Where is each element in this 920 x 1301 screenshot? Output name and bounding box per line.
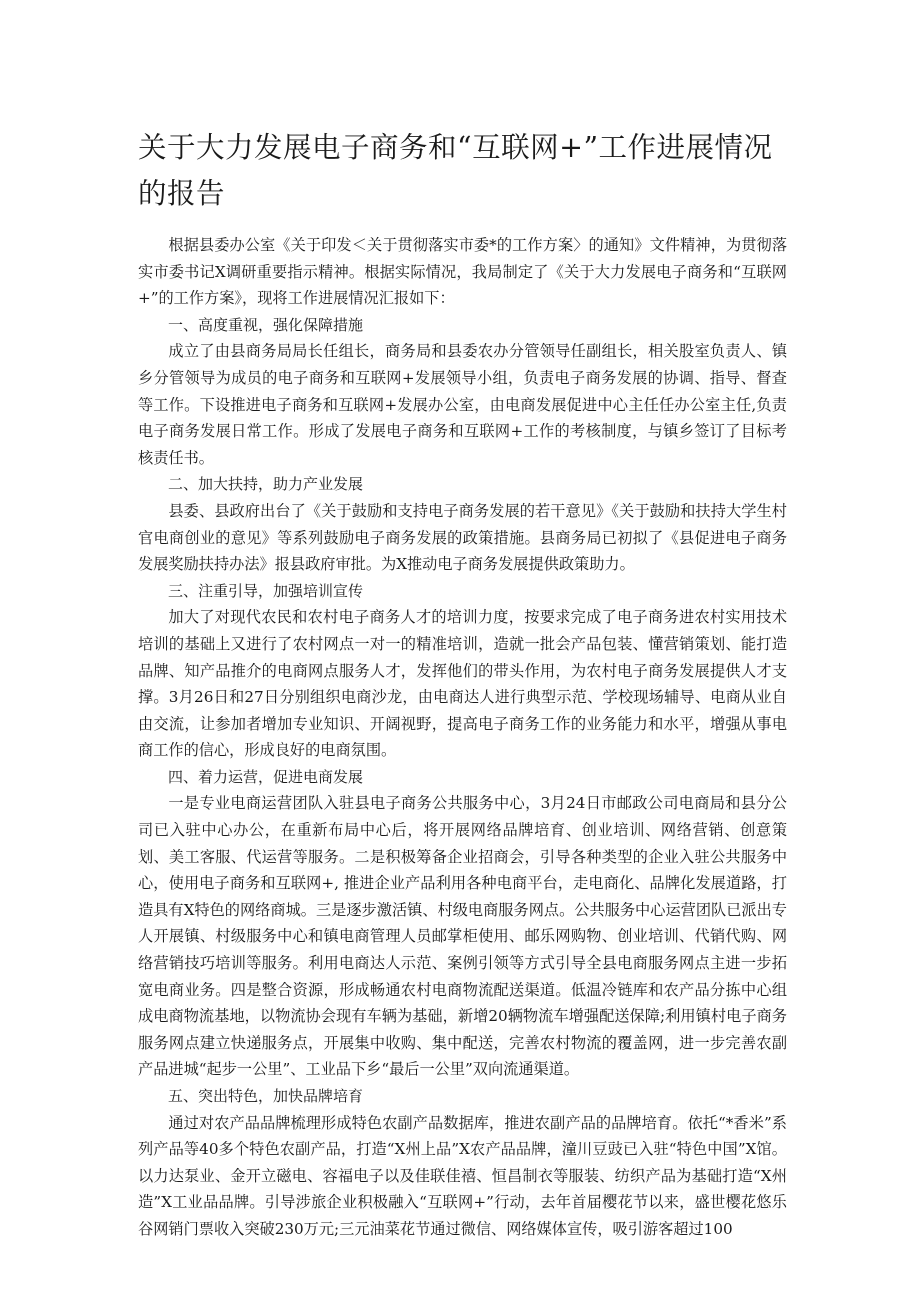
section-2-heading: 二、加大扶持，助力产业发展	[168, 475, 364, 494]
section-1-heading: 一、高度重视，强化保障措施	[168, 315, 364, 334]
section-4-body: 一是专业电商运营团队入驻县电子商务公共服务中心，3月24日市邮政公司电商局和县分公司已入驻中心办公，在重新布局中心后，将开展网络品牌培育、创业培训、网络营销、创意策划、美工客服、代运营等服务。二是积极筹备企业招商会，引导各种类型的企业入驻公共服务中心，使用电子商务和互联网+, 推进企业产品利用各种电商平台，走电商化、品牌化发展道路，打造具有X特色的网络商城。三是逐步激活镇、村级电商服务网点。公共服务中心运营团队已派出专人开展镇、村级服务中心和镇电商管理人员邮掌柜使用、邮乐网购物、创业培训、代销代购、网络营销技巧培训等服务。利用电商达人示范、案例引领等方式引导全县电商服务网点主进一步拓宽电商业务。四是整合资源，形成畅通农村电商物流配送渠道。低温冷链库和农产品分拣中心组成电商物流基地，以物流协会现有车辆为基础，新增20辆物流车增强配送保障;利用镇村电子商务服务网点建立快递服务点，开展集中收购、集中配送，完善农村物流的覆盖网，进一步完善农副产品进城“起步一公里”、工业品下乡“最后一公里”双向流通渠道。	[138, 794, 787, 1079]
section-3-heading: 三、注重引导，加强培训宣传	[168, 581, 364, 600]
section-5-body: 通过对农产品品牌梳理形成特色农副产品数据库，推进农副产品的品牌培育。依托“*香米”系列产品等40多个特色农副产品，打造“X州上品”X农产品品牌，潼川豆豉已入驻“特色中国”X馆。以力达泵业、金开立磁电、容福电子以及佳联佳禧、恒昌制衣等服装、纺织产品为基础打造“X州造”X工业品品牌。引导涉旅企业积极融入“互联网+”行动，去年首届樱花节以来，盛世樱花悠乐谷网销门票收入突破230万元;三元油菜花节通过微信、网络媒体宣传，吸引游客超过100	[138, 1113, 787, 1238]
section-4-heading: 四、着力运营，促进电商发展	[168, 767, 364, 786]
section-1-body: 成立了由县商务局局长任组长，商务局和县委农办分管领导任副组长，相关股室负责人、镇乡分管领导为成员的电子商务和互联网+发展领导小组，负责电子商务发展的协调、指导、督查等工作。下设推进电子商务和互联网+发展办公室，由电商发展促进中心主任任办公室主任,负责电子商务发展日常工作。形成了发展电子商务和互联网+工作的考核制度，与镇乡签订了目标考核责任书。	[138, 342, 787, 467]
section-2-body: 县委、县政府出台了《关于鼓励和支持电子商务发展的若干意见》《关于鼓励和扶持大学生村官电商创业的意见》等系列鼓励电子商务发展的政策措施。县商务局已初拟了《县促进电子商务发展奖励扶持办法》报县政府审批。为X推动电子商务发展提供政策助力。	[138, 501, 787, 574]
document-title: 关于大力发展电子商务和“互联网+”工作进展情况的报告	[138, 131, 773, 210]
document-body	[138, 232, 787, 1243]
intro-paragraph: 根据县委办公室《关于印发＜关于贯彻落实市委*的工作方案〉的通知》文件精神，为贯彻落实市委书记X调研重要指示精神。根据实际情况，我局制定了《关于大力发展电子商务和“互联网+”的工作方案》，现将工作进展情况汇报如下：	[138, 236, 787, 308]
section-5-heading: 五、突出特色，加快品牌培育	[168, 1087, 364, 1105]
section-3-body: 加大了对现代农民和农村电子商务人才的培训力度，按要求完成了电子商务进农村实用技术培训的基础上又进行了农村网点一对一的精准培训，造就一批会产品包装、懂营销策划、能打造品牌、知产品推介的电商网点服务人才，发挥他们的带头作用，为农村电子商务发展提供人才支撑。3月26日和27日分别组织电商沙龙，由电商达人进行典型示范、学校现场辅导、电商从业自由交流，让参加者增加专业知识、开阔视野，提高电子商务工作的业务能力和水平，增强从事电商工作的信心，形成良好的电商氛围。	[138, 608, 787, 760]
